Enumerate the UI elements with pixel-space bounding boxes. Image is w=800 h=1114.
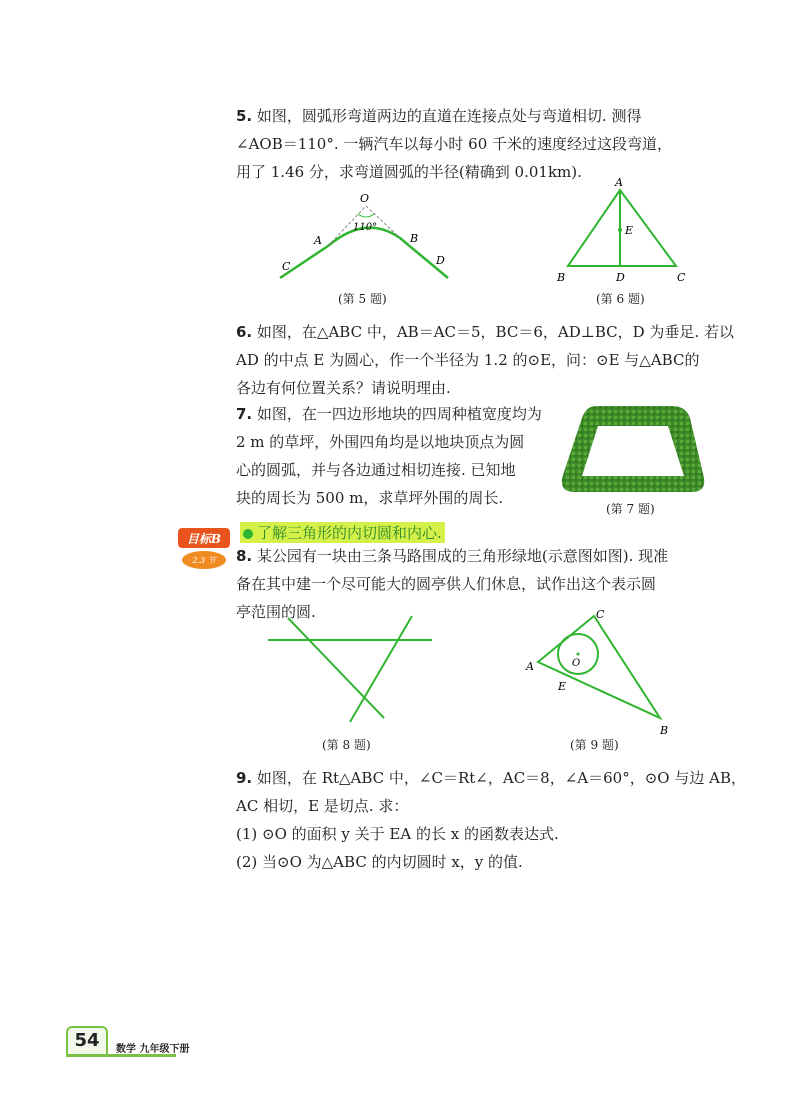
bullet-icon [243,529,253,539]
problem-text: ∠AOB＝110°. 一辆汽车以每小时 60 千米的速度经过这段弯道， [236,135,673,153]
problem-7 [236,402,542,510]
label-o: O [572,658,581,669]
angle-arc [358,214,374,217]
label-e: E [625,224,634,237]
road-2 [288,618,384,718]
problem-text: 2 m 的草坪，外围四角均是以地块顶点为圆 [236,433,525,451]
goal-badge [176,526,232,570]
figure-5 [270,190,470,280]
label-o: O [360,192,370,205]
badge-section: 2.3 节 [192,556,216,565]
problem-9 [236,766,746,874]
problem-text: 亭范围的圆. [236,603,316,621]
problem-number: 8. [236,547,253,565]
problem-text: 备在其中建一个尽可能大的圆亭供人们休息，试作出这个表示圆 [236,575,657,593]
angle-label: 110° [353,222,378,233]
problem-5 [236,104,672,184]
label-d: D [436,254,445,267]
label-c: C [596,608,605,621]
problem-number: 5. [236,107,253,125]
problem-subpart: (1) ⊙O 的面积 y 关于 EA 的长 x 的函数表达式. [236,825,559,843]
book-title: 数学 九年级下册 [116,1044,190,1055]
triangle-abc [568,190,676,266]
curved-road [280,228,448,278]
page-number: 54 [66,1026,108,1056]
land-plot [582,426,684,476]
problem-text: 如图，在一四边形地块的四周种植宽度均为 [256,405,542,423]
badge-title: 目标B [186,532,222,546]
problem-text: AD 的中点 E 为圆心，作一个半径为 1.2 的⊙E，问：⊙E 与△ABC的 [236,351,700,369]
problem-subpart: (2) 当⊙O 为△ABC 的内切圆时 x，y 的值. [236,853,523,871]
problem-text: AC 相切，E 是切点. 求： [236,797,409,815]
figure-6 [550,174,700,286]
problem-text: 如图，在 Rt△ABC 中，∠C＝Rt∠，AC＝8，∠A＝60°，⊙O 与边 AB， [256,769,746,787]
problem-text: 如图，圆弧形弯道两边的直道在连接点处与弯道相切. 测得 [256,107,642,125]
label-b: B [660,724,669,737]
problem-text: 块的周长为 500 m，求草坪外围的周长. [236,489,504,507]
figure-9-caption: (第 9 题) [570,738,619,752]
problem-text: 如图，在△ABC 中，AB＝AC＝5，BC＝6，AD⊥BC，D 为垂足. 若以 [256,323,734,341]
figure-9 [520,606,680,738]
label-a: A [526,660,534,673]
center-o [577,653,580,656]
triangle-abc [538,616,660,718]
label-b: B [410,232,419,245]
goal-tag [240,522,445,543]
goal-text: 了解三角形的内切圆和内心. [257,524,442,542]
label-c: C [677,271,686,284]
label-b: B [557,271,566,284]
label-c: C [282,260,291,273]
problem-number: 7. [236,405,253,423]
label-e: E [558,680,567,693]
figure-5-caption: (第 5 题) [338,292,387,306]
figure-8 [266,612,436,724]
problem-number: 6. [236,323,253,341]
problem-number: 9. [236,769,253,787]
problem-text: 某公园有一块由三条马路围成的三角形绿地(示意图如图). 现准 [256,547,669,565]
problem-6 [236,320,734,400]
problem-text: 各边有何位置关系？请说明理由. [236,379,451,397]
problem-text: 用了 1.46 分，求弯道圆弧的半径(精确到 0.01km). [236,163,582,181]
problem-text: 心的圆弧，并与各边通过相切连接. 已知地 [236,461,516,479]
figure-7 [560,404,706,494]
figure-6-caption: (第 6 题) [596,292,645,306]
label-d: D [616,271,625,284]
figure-7-caption: (第 7 题) [606,502,655,516]
label-a: A [314,234,322,247]
road-3 [350,616,412,722]
label-a: A [615,176,623,189]
figure-8-caption: (第 8 题) [322,738,371,752]
point-e [618,228,622,232]
